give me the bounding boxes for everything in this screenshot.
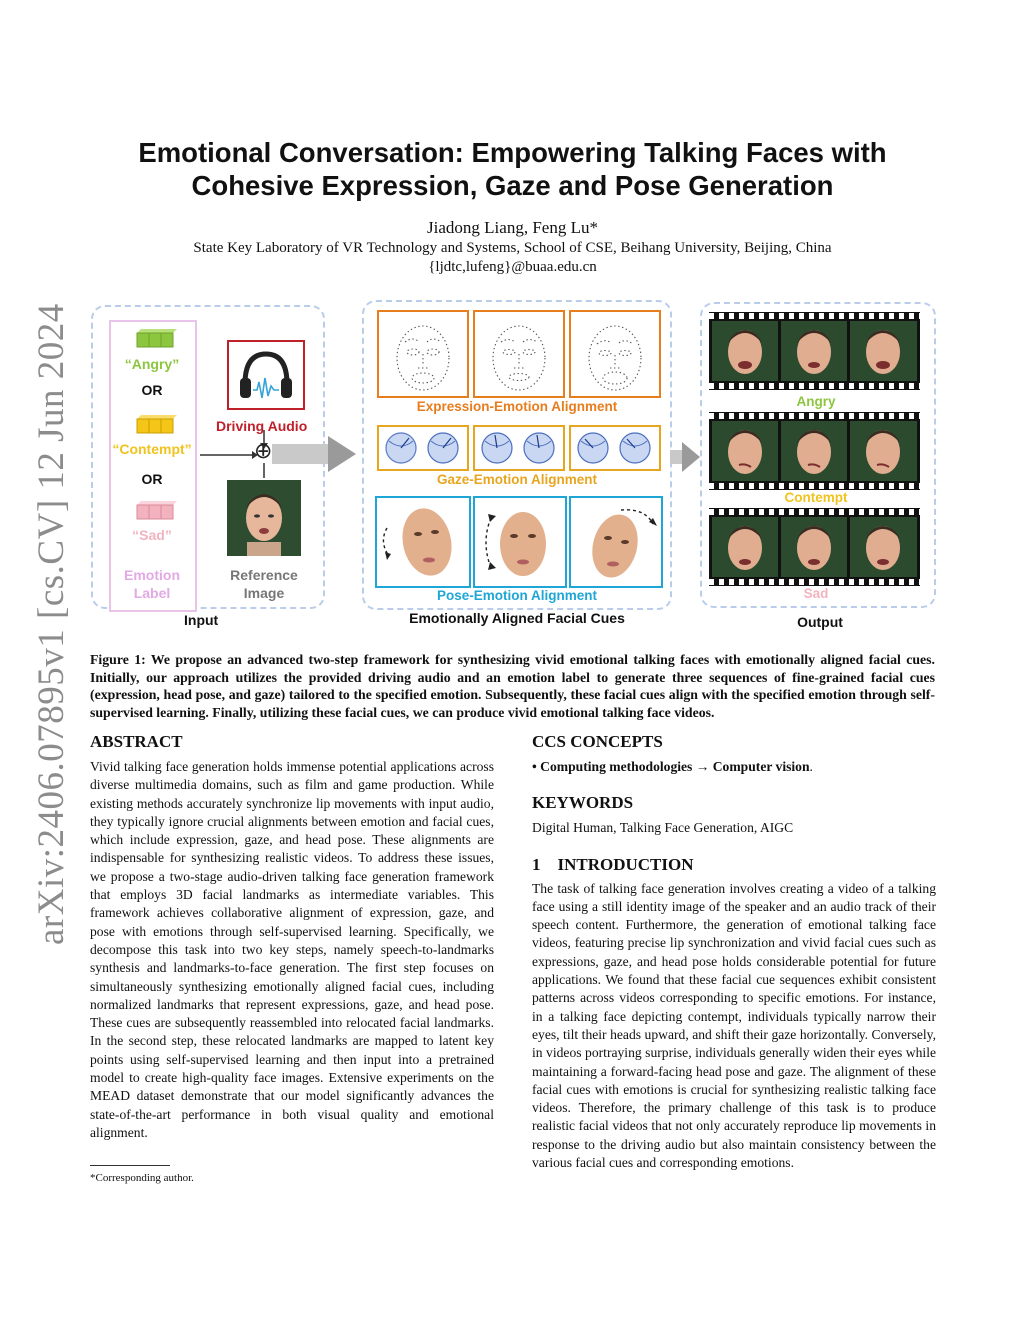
reference-image [227, 480, 301, 556]
output-label-contempt: Contempt [784, 490, 848, 505]
right-column [532, 732, 936, 1172]
affiliation: State Key Laboratory of VR Technology and Systems, School of CSE, Beihang University, Beijing, China [193, 240, 832, 256]
emotion-angry: “Angry” [124, 356, 180, 372]
face-photo-icon [712, 321, 917, 381]
gaze-box-3 [569, 425, 661, 471]
gaze-alignment-label: Gaze-Emotion Alignment [436, 472, 597, 487]
footnote: *Corresponding author. [90, 1172, 194, 1184]
output-label-angry: Angry [796, 394, 836, 409]
head-pose-icon [377, 498, 469, 586]
gaze-box-2 [473, 425, 565, 471]
introduction-heading: 1 INTRODUCTION [532, 854, 694, 874]
driving-audio-frame [227, 340, 305, 410]
face-photo-icon [227, 480, 301, 556]
figure-caption: Figure 1: We propose an advanced two-step framework for synthesizing vivid emotional talking faces with emotionally aligned facial cues. Initially, our approach utilizes the provided driving audio and an emotion label to generate three sequences of fine-grained facial cues (expression, head pose, and gaze) tailored to the specified emotion. Subsequently, these facial cues align with the specified emotion through self-supervised learning. Finally, utilizing these facial cues, we can produce vivid emotional talking face videos. [90, 652, 935, 720]
left-column [90, 732, 494, 1142]
output-strip-contempt [709, 412, 920, 490]
email: {ljdtc,lufeng}@buaa.edu.cn [428, 259, 597, 275]
head-pose-icon [571, 498, 661, 586]
landmark-box-2 [473, 310, 565, 398]
eyeball-icon [475, 427, 563, 469]
middle-label: Emotionally Aligned Facial Cues [409, 610, 625, 626]
face-photo-icon [712, 517, 917, 577]
reference-image-caption [214, 567, 314, 601]
pose-alignment-label: Pose-Emotion Alignment [436, 588, 597, 603]
face-landmarks-icon [571, 312, 659, 396]
output-strip-sad [709, 508, 920, 586]
pose-box-3 [569, 496, 663, 588]
or-text-2: OR [141, 471, 163, 487]
emotion-sad: “Sad” [132, 527, 172, 543]
expression-alignment-label: Expression-Emotion Alignment [416, 399, 618, 414]
plus-icon: ⊕ [254, 438, 273, 463]
ccs-concepts [532, 758, 936, 776]
angry-cube-icon [133, 327, 177, 349]
face-landmarks-icon [379, 312, 467, 396]
paper-title [90, 136, 935, 202]
arrow-right-icon [670, 440, 702, 474]
head-pose-icon [475, 498, 565, 586]
input-label: Input [184, 612, 219, 628]
landmark-box-3 [569, 310, 661, 398]
emotion-label-caption [110, 567, 194, 601]
pose-box-2 [473, 496, 567, 588]
emotion-contempt: “Contempt” [112, 441, 192, 457]
keywords-text: Digital Human, Talking Face Generation, AIGC [532, 820, 794, 836]
emotion-label-line-2: Label [133, 585, 171, 601]
title-line-1: Emotional Conversation: Empowering Talking Faces with [138, 137, 887, 168]
pose-box-1 [375, 496, 471, 588]
introduction-text: The task of talking face generation involves creating a video of a talking face using a still identity image of the speaker and an audio track of their speech content. Furthermore, the generation of emotional talking face videos, featuring precise lip synchronization and vivid facial cues such as expressions, gaze, and head pose holds considerable potential for future applications. We found that these facial cue sequences exhibit consistent patterns across videos corresponding to specific emotions. For instance, in a talking face depicting contempt, individuals typically narrow their eyes, tilt their heads upward, and shift their gaze horizontally. Conversely, in videos portraying surprise, individuals generally widen their eyes while maintaining a forward-facing head pose and gaze. The alignment of these facial cues with emotions is crucial for synthesizing realistic talking face videos. Therefore, the primary challenge of this task is to produce realistic facial videos that not only accurately reproduce lip movements in response to the driving audio but also maintain consistency between the various facial cues and corresponding emotions. [532, 880, 936, 1171]
authors: Jiadong Liang, Feng Lu* [427, 218, 598, 237]
output-strip-angry [709, 312, 920, 390]
arrow-right-icon [272, 434, 358, 474]
reference-line-2: Image [243, 585, 285, 601]
output-label: Output [797, 614, 843, 630]
reference-line-1: Reference [230, 567, 298, 583]
contempt-cube-icon [133, 413, 177, 435]
sad-cube-icon [133, 499, 177, 521]
landmark-box-1 [377, 310, 469, 398]
output-label-sad: Sad [803, 586, 829, 601]
ccs-suffix: . [809, 759, 813, 774]
face-photo-icon [712, 421, 917, 481]
emotion-label-line-1: Emotion [124, 567, 180, 583]
footnote-rule [90, 1165, 170, 1166]
keywords-heading: KEYWORDS [532, 793, 634, 813]
title-line-2: Cohesive Expression, Gaze and Pose Generation [191, 170, 834, 201]
driving-audio-label: Driving Audio [216, 418, 308, 434]
eyeball-icon [571, 427, 659, 469]
eyeball-icon [379, 427, 467, 469]
gaze-box-1 [377, 425, 469, 471]
arxiv-identifier: arXiv:2406.07895v1 [cs.CV] 12 Jun 2024 [31, 303, 72, 945]
abstract-text: Vivid talking face generation holds immense potential applications across diverse multimedia domains, such as film and game production. While existing methods accurately synchronize lip movements with input audio, they typically ignore crucial alignments between emotion and facial cues, which include expression, gaze, and head pose. These alignments are indispensable for synthesizing realistic videos. To address these issues, we propose a two-stage audio-driven talking face generation framework that employs 3D facial landmarks as intermediate variables. This framework achieves collaborative alignment of expression, gaze, and pose with emotions through self-supervised learning. Specifically, we decompose this task into two key steps, namely speech-to-landmarks synthesis and landmarks-to-face generation. The first step focuses on simultaneously synthesizing emotionally aligned facial cues, including normalized landmarks that represent expressions, gaze, and head pose. These cues are subsequently reassembled into relocated facial landmarks. In the second step, these relocated landmarks are mapped to latent key points using self-supervised learning and then input into a pretrained model to create high-quality face images. Extensive experiments on the MEAD dataset demonstrate that our model significantly advances the state-of-the-art performance in both visual quality and emotional alignment. [90, 759, 494, 1140]
ccs-heading: CCS CONCEPTS [532, 732, 663, 751]
face-landmarks-icon [475, 312, 563, 396]
ccs-item: • Computing methodologies → Computer vision [532, 759, 810, 774]
abstract-heading: ABSTRACT [90, 732, 183, 751]
or-text-1: OR [141, 382, 163, 398]
headphones-icon [229, 342, 303, 408]
